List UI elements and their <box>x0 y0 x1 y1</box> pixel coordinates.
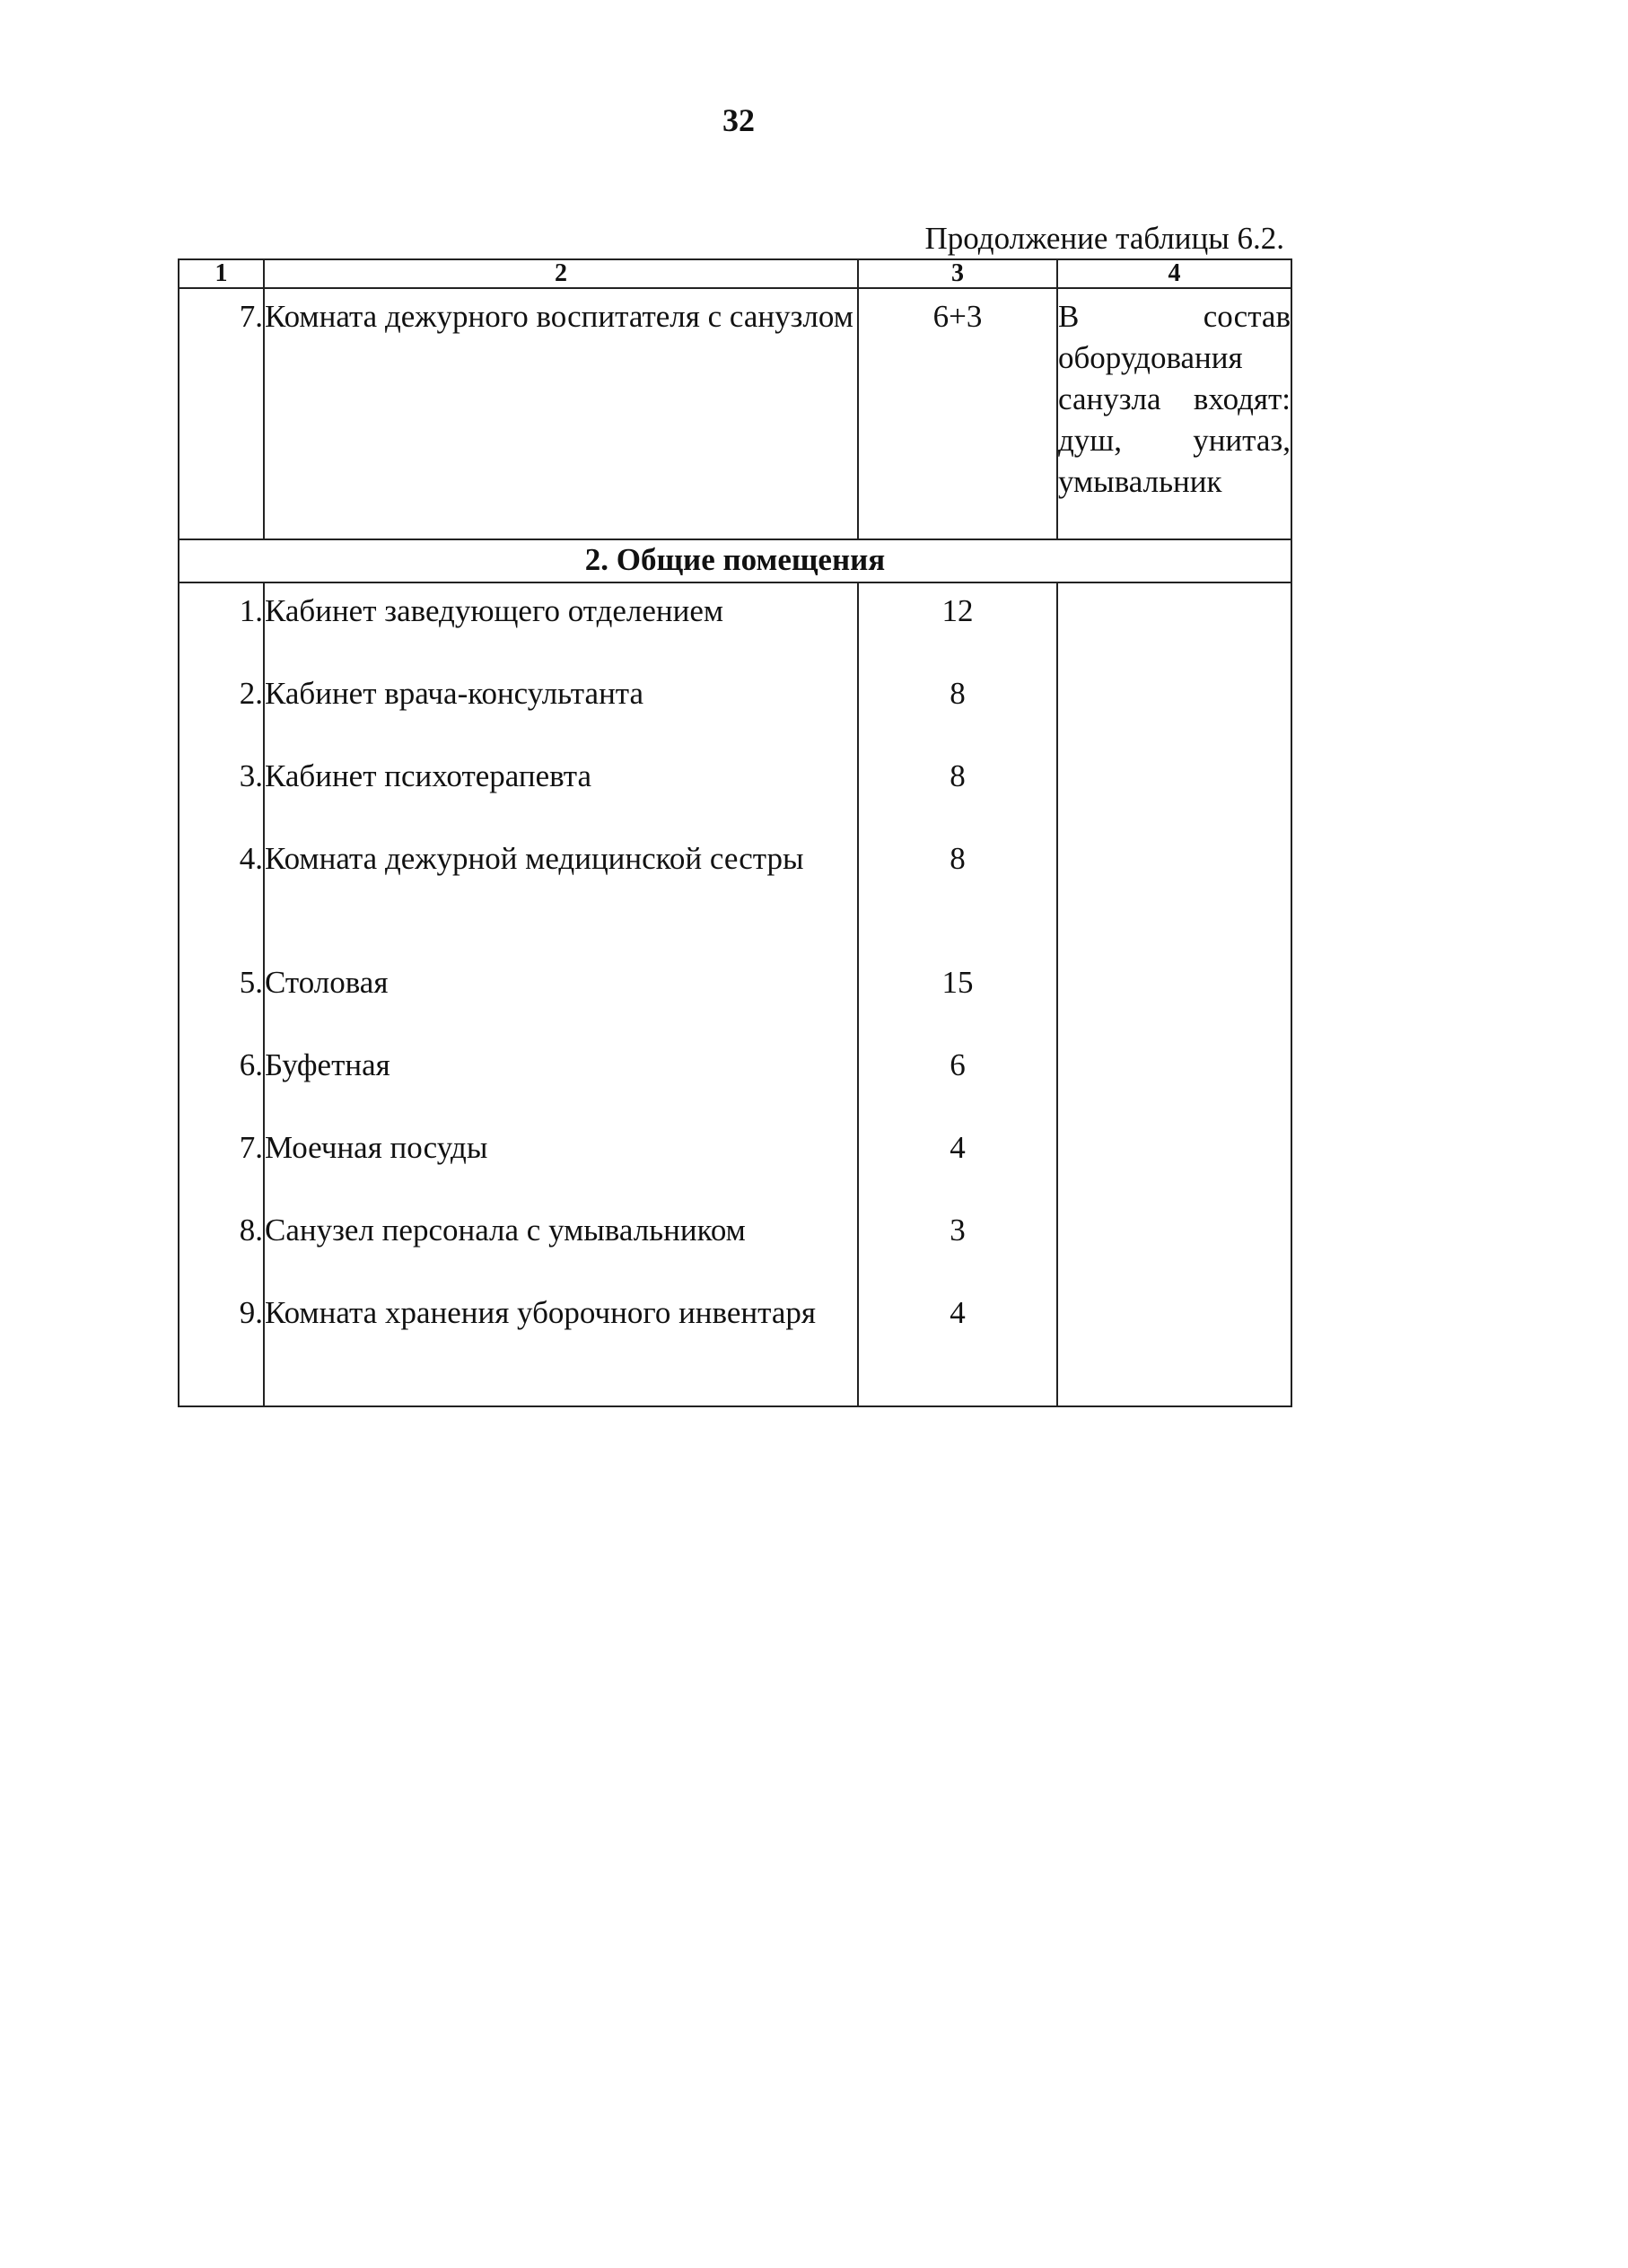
table-row <box>179 666 1291 749</box>
room-name: Буфетная <box>264 1038 858 1120</box>
room-note <box>1057 1038 1291 1120</box>
table-caption: Продолжение таблицы 6.2. <box>924 221 1284 256</box>
table-row <box>179 749 1291 831</box>
room-area: 6 <box>858 1038 1057 1120</box>
room-name: Комната хранения уборочного инвентаря <box>264 1285 858 1406</box>
room-area: 8 <box>858 749 1057 831</box>
row-number: 3. <box>179 749 264 831</box>
row-number: 8. <box>179 1203 264 1285</box>
row-number: 7. <box>179 288 264 539</box>
section-title: 2. Общие помещения <box>179 539 1291 582</box>
table-row <box>179 1285 1291 1406</box>
rooms-table <box>178 258 1292 1407</box>
room-area: 6+3 <box>858 288 1057 539</box>
room-area: 3 <box>858 1203 1057 1285</box>
room-note: В состав оборудования санузла входят: душ, унитаз, умывальник <box>1057 288 1291 539</box>
room-area: 4 <box>858 1285 1057 1406</box>
room-note <box>1057 666 1291 749</box>
room-name: Моечная посуды <box>264 1120 858 1203</box>
column-header-area: 3 <box>858 259 1057 288</box>
room-note <box>1057 1120 1291 1203</box>
room-name: Кабинет заведующего отделением <box>264 582 858 666</box>
room-note <box>1057 955 1291 1038</box>
section-header-row <box>179 539 1291 582</box>
room-name: Комната дежурной медицинской сестры <box>264 831 858 955</box>
room-note <box>1057 749 1291 831</box>
table-row <box>179 955 1291 1038</box>
room-area: 8 <box>858 666 1057 749</box>
column-header-name: 2 <box>264 259 858 288</box>
room-note <box>1057 1203 1291 1285</box>
column-header-number: 1 <box>179 259 264 288</box>
room-name: Кабинет психотерапевта <box>264 749 858 831</box>
table-row <box>179 831 1291 955</box>
room-area: 15 <box>858 955 1057 1038</box>
room-note <box>1057 831 1291 955</box>
table-row <box>179 1203 1291 1285</box>
row-number: 1. <box>179 582 264 666</box>
page-number: 32 <box>722 102 755 138</box>
row-number: 2. <box>179 666 264 749</box>
room-note <box>1057 582 1291 666</box>
row-number: 5. <box>179 955 264 1038</box>
room-name: Комната дежурного воспитателя с санузлом <box>264 288 858 539</box>
room-area: 12 <box>858 582 1057 666</box>
column-header-row <box>179 259 1291 288</box>
row-number: 4. <box>179 831 264 955</box>
table-row <box>179 288 1291 539</box>
table-row <box>179 582 1291 666</box>
room-name: Столовая <box>264 955 858 1038</box>
column-header-note: 4 <box>1057 259 1291 288</box>
room-note <box>1057 1285 1291 1406</box>
room-name: Санузел персонала с умывальником <box>264 1203 858 1285</box>
table-row <box>179 1120 1291 1203</box>
room-name: Кабинет врача-консультанта <box>264 666 858 749</box>
row-number: 9. <box>179 1285 264 1406</box>
row-number: 6. <box>179 1038 264 1120</box>
room-area: 8 <box>858 831 1057 955</box>
table-row <box>179 1038 1291 1120</box>
row-number: 7. <box>179 1120 264 1203</box>
room-area: 4 <box>858 1120 1057 1203</box>
